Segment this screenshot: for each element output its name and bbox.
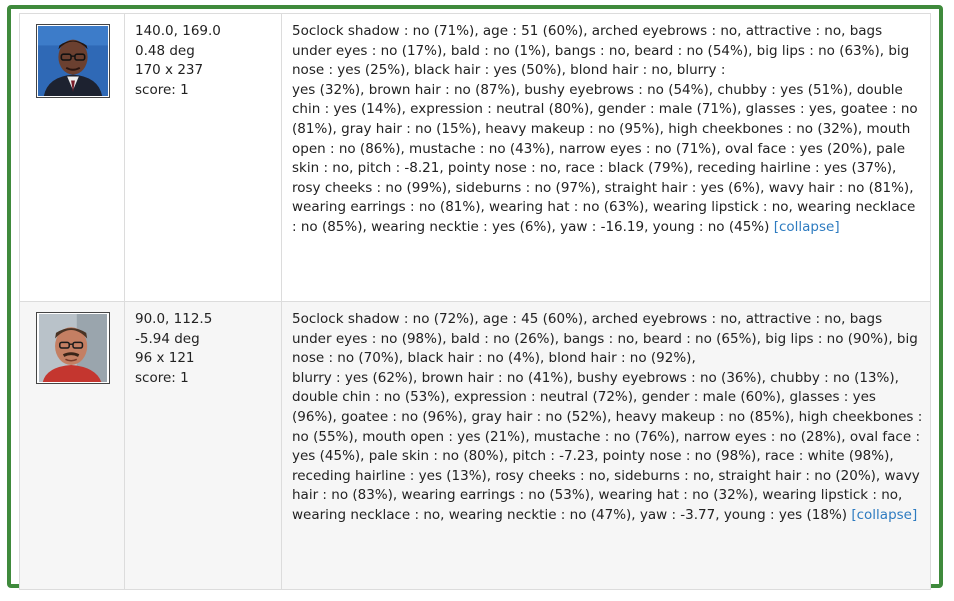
face-score: score: 1 [135, 369, 189, 386]
attributes-text-part2: blurry : yes (62%), brown hair : no (41%), bushy eyebrows : no (36%), chubby : no (13%), double chin : no (53%), expression : neutral (72%), gender : male (60%), glasses : yes (96%), goatee : no (96%), gray hair : no (52%), heavy makeup : no (85%), high cheekbones : no (55%), mouth open : yes (21%), mustache : no (76%), narrow eyes : no (28%), oval face : yes (45%), pale skin : no (80%), pitch : -7.23, pointy nose : no (98%), race : white (98%), receding hairline : yes (13%), rosy cheeks : no, sideburns : no, straight hair : no (20%), wavy hair : no (83%), wearing earrings : no (53%), wearing hat : no (32%), wearing lipstick : no, wearing necklace : no, wearing necktie : no (47%), yaw : -3.77, young : yes (18%) [292, 369, 923, 523]
collapse-link[interactable]: [collapse] [851, 506, 918, 523]
face-coordinates: 140.0, 169.0 [135, 23, 221, 39]
face-image-icon [38, 314, 108, 382]
face-thumbnail[interactable] [36, 312, 110, 384]
face-image-icon [38, 26, 108, 96]
thumbnail-cell [20, 14, 125, 302]
collapse-link[interactable]: [collapse] [773, 218, 840, 235]
table-row [20, 302, 931, 590]
attributes-cell [282, 14, 931, 302]
detection-meta-cell [125, 14, 282, 302]
attributes-cell [282, 302, 931, 590]
face-results-table [19, 13, 931, 590]
detection-meta-cell [125, 302, 282, 590]
face-score: score: 1 [135, 81, 189, 98]
face-thumbnail[interactable] [36, 24, 110, 98]
table-row [20, 14, 931, 302]
face-rotation: 0.48 deg [135, 42, 195, 59]
attributes-text-part2: yes (32%), brown hair : no (87%), bushy eyebrows : no (54%), chubby : yes (51%), double chin : yes (14%), expression : neutral (80%), gender : male (71%), glasses : yes, goatee : no (81%), gray hair : no (15%), heavy makeup : no (95%), high cheekbones : no (32%), mouth open : no (86%), mustache : no (43%), narrow eyes : no (71%), oval face : yes (20%), pale skin : no, pitch : -8.21, pointy nose : no, race : black (79%), receding hairline : yes (37%), rosy cheeks : no (99%), sideburns : no (97%), straight hair : yes (6%), wavy hair : no (81%), wearing earrings : no (81%), wearing hat : no (63%), wearing lipstick : no, wearing necklace : no (85%), wearing necktie : yes (6%), yaw : -16.19, young : no (45%) [292, 81, 918, 235]
face-rotation: -5.94 deg [135, 330, 200, 347]
face-coordinates: 90.0, 112.5 [135, 311, 213, 327]
results-frame [7, 5, 943, 588]
thumbnail-cell [20, 302, 125, 590]
face-size: 170 x 237 [135, 62, 204, 79]
attributes-text-part1: 5oclock shadow : no (72%), age : 45 (60%), arched eyebrows : no, attractive : no, bags under eyes : no (98%), bald : no (26%), bangs : no, beard : no (65%), big lips : no (90%), big nose : no (70%), black hair : no (4%), blond hair : no (92%), [292, 311, 918, 367]
attributes-text-part1: 5oclock shadow : no (71%), age : 51 (60%), arched eyebrows : no, attractive : no, bags under eyes : no (17%), bald : no (1%), bangs : no, beard : no (54%), big lips : no (63%), big nose : yes (25%), black hair : yes (50%), blond hair : no, blurry : [292, 23, 910, 79]
face-size: 96 x 121 [135, 350, 195, 367]
